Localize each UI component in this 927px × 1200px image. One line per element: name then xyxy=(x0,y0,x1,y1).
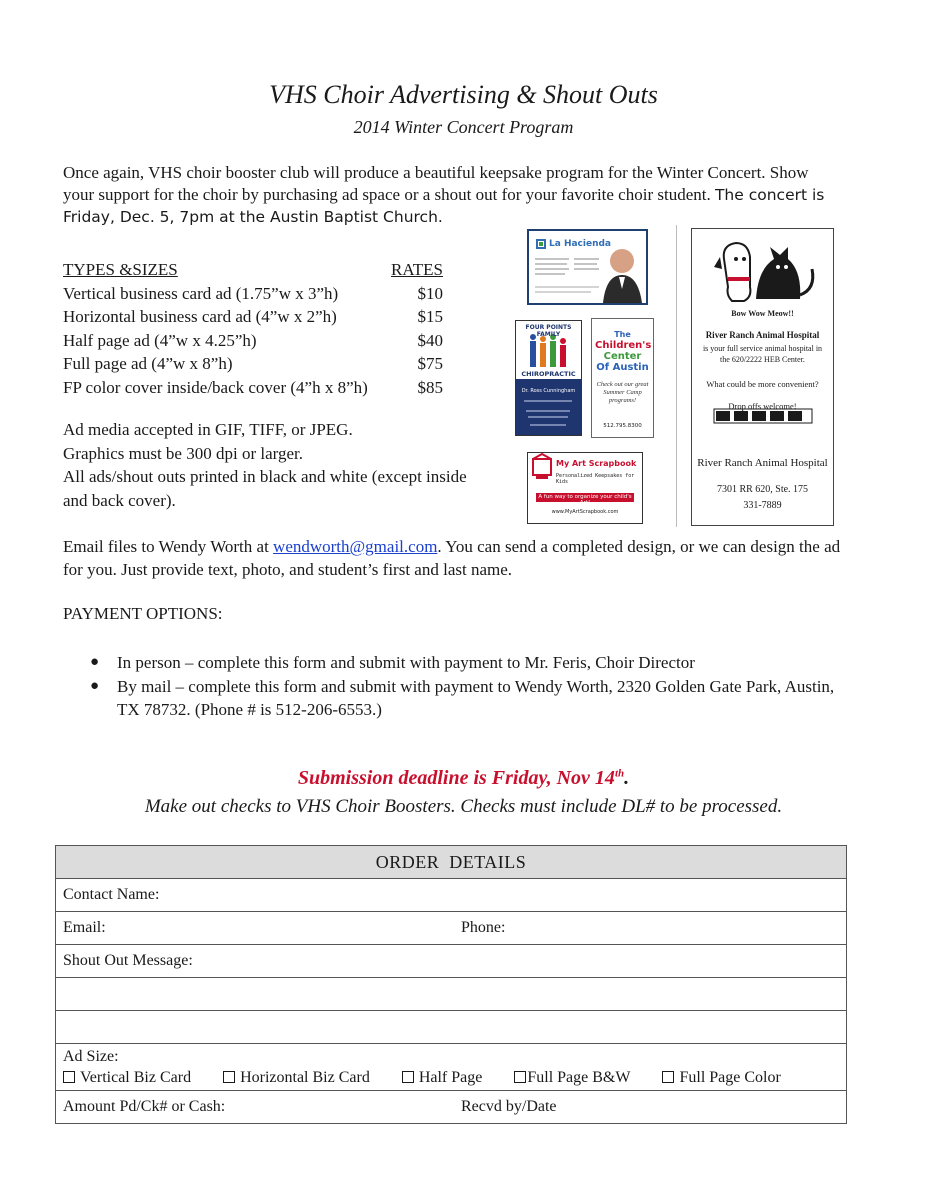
rate-type: FP color cover inside/back cover (4”h x 8”h) xyxy=(63,377,368,397)
media-line: Ad media accepted in GIF, TIFF, or JPEG. xyxy=(63,420,353,439)
ad-option-horizontal[interactable] xyxy=(223,1067,370,1088)
rate-price: $15 xyxy=(417,307,443,326)
rate-price: $40 xyxy=(417,330,443,350)
email-prefix: Email files to Wendy Worth at xyxy=(63,537,274,556)
chiro-sub: CHIROPRACTIC xyxy=(521,370,576,378)
ad-option-full-bw[interactable] xyxy=(514,1067,630,1088)
page-title: VHS Choir Advertising & Shout Outs xyxy=(269,80,658,109)
river-name: River Ranch Animal Hospital xyxy=(705,330,820,340)
email-link[interactable]: wendworth@gmail.com xyxy=(273,537,438,556)
intro-paragraph xyxy=(63,162,843,228)
deadline-sup: th xyxy=(614,767,625,780)
chiro-name: FOUR POINTS FAMILY xyxy=(525,324,572,338)
intro-text: Once again, VHS choir booster club will produce a beautiful keepsake program for the Winter Concert. Show your support for the choir by purchasing ad space or a shout out for your favorite choir student. xyxy=(63,163,809,204)
scrapbook-name: My Art Scrapbook xyxy=(556,459,637,468)
ad-size-label: Ad Size: xyxy=(63,1048,119,1065)
ad-river-ranch xyxy=(691,228,834,526)
river-desc: is your full service animal hospital in the 620/2222 HEB Center. xyxy=(702,344,823,364)
rate-type: Vertical business card ad (1.75”w x 3”h) xyxy=(63,283,339,303)
rate-type: Full page ad (4”w x 8”h) xyxy=(63,354,233,373)
rates-header-types: TYPES &SIZES xyxy=(63,260,178,279)
checkbox-icon[interactable] xyxy=(402,1071,414,1083)
order-heading-text: ORDER DETAILS xyxy=(375,851,527,872)
bullet-icon: ● xyxy=(90,654,100,670)
ad-option-vertical[interactable] xyxy=(63,1067,191,1088)
phone-field[interactable] xyxy=(454,912,847,945)
rate-price: $75 xyxy=(417,354,443,373)
order-heading xyxy=(56,846,847,879)
ad-la-hacienda xyxy=(527,229,648,305)
childrens-logo xyxy=(595,329,650,373)
ad-my-art-scrapbook xyxy=(527,452,643,524)
email-suffix: . You can send a completed design, or we can design the ad for you. Just provide text, photo, and student’s first and last name. xyxy=(63,537,841,579)
ad-chiro-graphic xyxy=(516,321,581,435)
amount-label: Amount Pd/Ck# or Cash: xyxy=(63,1098,226,1115)
hacienda-name: La Hacienda xyxy=(549,239,611,249)
rates-header xyxy=(63,258,443,282)
checks-note: Make out checks to VHS Choir Boosters. Checks must include DL# to be processed. xyxy=(144,796,783,817)
bullet-icon: ● xyxy=(90,678,100,694)
contact-name-field[interactable] xyxy=(56,879,847,912)
amount-field[interactable] xyxy=(56,1091,455,1124)
payment-options-list xyxy=(90,651,850,722)
payment-option: In person – complete this form and submit with payment to Mr. Feris, Choir Director xyxy=(117,653,695,672)
ad-option-label: Horizontal Biz Card xyxy=(240,1069,370,1086)
concert-info: The concert is Friday, Dec. 5, 7pm at the Austin Baptist Church. xyxy=(63,186,825,226)
ad-option-label: Full Page B&W xyxy=(527,1069,631,1086)
ad-four-points-chiro xyxy=(515,320,582,436)
rate-row xyxy=(63,352,443,376)
rate-row xyxy=(63,329,443,353)
checkbox-icon[interactable] xyxy=(662,1071,674,1083)
ad-option-full-color[interactable] xyxy=(662,1067,780,1088)
payment-option: By mail – complete this form and submit with payment to Wendy Worth, 2320 Golden Gate Park, Austin, TX 78732. (Phone # is 512-206-6553.) xyxy=(117,677,835,719)
childrens-line: Children's xyxy=(595,340,652,351)
ad-option-label: Vertical Biz Card xyxy=(80,1069,192,1086)
shout-out-field[interactable] xyxy=(56,945,847,978)
recvd-label: Recvd by/Date xyxy=(461,1098,557,1115)
email-label: Email: xyxy=(63,919,106,936)
scrapbook-url: www.MyArtScrapbook.com xyxy=(551,509,619,515)
childrens-line: Of Austin xyxy=(596,362,649,373)
childrens-phone: 512.795.8300 xyxy=(603,423,642,429)
ad-option-label: Full Page Color xyxy=(679,1069,781,1086)
deadline-text: Submission deadline is Friday, Nov 14 xyxy=(297,767,615,789)
ad-size-options xyxy=(63,1067,839,1088)
river-question: What could be more convenient? xyxy=(706,379,819,389)
ad-river-ranch-graphic xyxy=(692,229,833,525)
river-logo-text: River Ranch Animal Hospital xyxy=(697,457,828,469)
order-details-form xyxy=(55,845,847,1124)
river-address: 7301 RR 620, Ste. 175 xyxy=(716,484,809,495)
river-phone: 331-7889 xyxy=(743,500,782,511)
checkbox-icon[interactable] xyxy=(223,1071,235,1083)
river-meow: Bow Wow Meow!! xyxy=(731,309,794,318)
chiro-dr: Dr. Ross Cunningham xyxy=(521,388,576,394)
childrens-line: The xyxy=(614,330,631,339)
ad-divider xyxy=(676,225,677,527)
deadline-end: . xyxy=(624,767,630,789)
rate-price: $10 xyxy=(417,283,443,303)
shout-out-line-3[interactable] xyxy=(56,1011,847,1044)
childrens-line: Center xyxy=(603,351,642,362)
rate-type: Half page ad (4”w x 4.25”h) xyxy=(63,330,257,350)
rate-row xyxy=(63,282,443,306)
email-field[interactable] xyxy=(56,912,455,945)
rate-row xyxy=(63,305,443,329)
scrapbook-note: A fun way to organize your child's Art! xyxy=(538,494,632,506)
ad-option-half[interactable] xyxy=(402,1067,483,1088)
submission-deadline xyxy=(0,767,927,790)
shout-out-label: Shout Out Message: xyxy=(63,952,193,969)
payment-heading: PAYMENT OPTIONS: xyxy=(63,604,223,623)
ad-childrens-center xyxy=(591,318,654,438)
rates-table xyxy=(63,258,443,399)
rate-type: Horizontal business card ad (4”w x 2”h) xyxy=(63,307,337,326)
river-drop: Drop offs welcome! xyxy=(728,401,797,411)
ad-size-field xyxy=(56,1044,847,1091)
rate-row xyxy=(63,376,443,400)
list-item xyxy=(90,651,850,674)
rate-price: $85 xyxy=(417,377,443,397)
checkbox-icon[interactable] xyxy=(63,1071,75,1083)
contact-name-label: Contact Name: xyxy=(63,886,160,903)
shout-out-line-2[interactable] xyxy=(56,978,847,1011)
phone-label: Phone: xyxy=(461,919,506,936)
childrens-note: Check out our great Summer Camp programs! xyxy=(596,381,649,404)
media-line: Graphics must be 300 dpi or larger. xyxy=(63,443,304,463)
page-subtitle: 2014 Winter Concert Program xyxy=(353,117,574,137)
media-line: All ads/shout outs printed in black and white (except inside and back cover). xyxy=(63,467,467,510)
media-requirements xyxy=(63,418,493,512)
rates-header-rates: RATES xyxy=(391,260,443,279)
list-item xyxy=(90,675,850,721)
scrapbook-tag: Personalized Keepsakes for Kids xyxy=(556,473,635,485)
checkbox-icon[interactable] xyxy=(514,1071,526,1083)
email-instructions xyxy=(63,535,853,581)
recvd-field[interactable] xyxy=(454,1091,847,1124)
ad-option-label: Half Page xyxy=(418,1069,483,1086)
